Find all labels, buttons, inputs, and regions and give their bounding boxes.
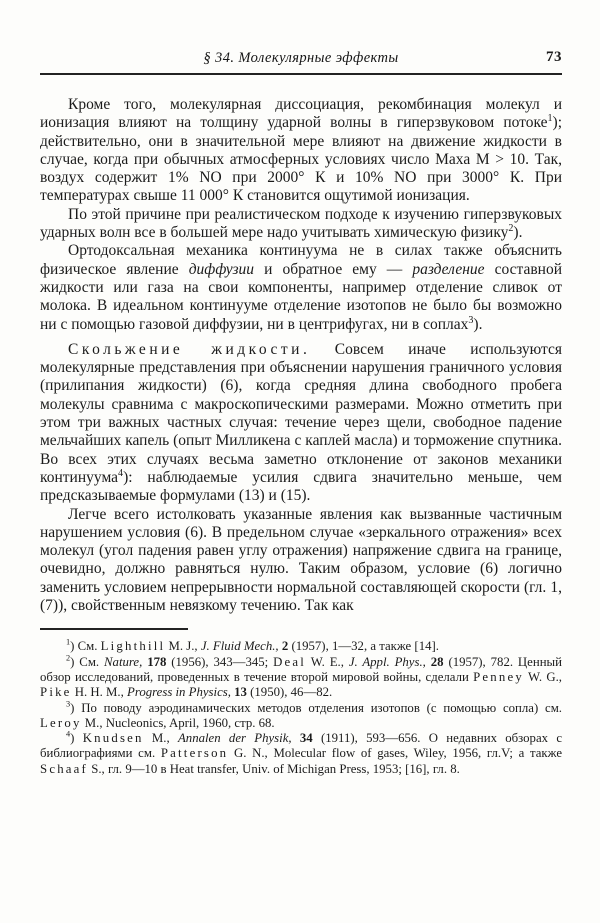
text-segment: (1957), 1—32, а также [14]. <box>288 639 439 654</box>
footnote-marker: 1 <box>547 113 553 125</box>
text-segment: Легче всего истолковать указанные явления как вызванные частичным нарушением условия (6). В предельном случае «зеркального отражения» всех молекул (угол падения равен углу отражения) напряжение сдвига на границе, очевидно, должно равняться нулю. Таким образом, условие (6) логично заменить условием непрерывности нормальной составляющей скорости (гл. 1, (7)), свойственным невязкому течению. Так как <box>40 505 562 615</box>
text-segment: Knudsen <box>82 731 144 746</box>
footnote-rule <box>40 628 188 630</box>
paragraph-4-fluid-slip <box>40 341 562 506</box>
page-number: 73 <box>546 49 562 65</box>
text-segment: 34 <box>299 731 313 746</box>
text-segment: ) См. <box>70 639 101 654</box>
text-segment: (1957), 782. Ценный обзор исследований, проведенных в течение второй мировой войны, сделали <box>40 654 562 684</box>
text-segment: Ортодоксальная механика континуума не в силах также объяснить физическое явление <box>40 242 562 278</box>
header-rule <box>40 73 562 75</box>
text-segment: Lighthill <box>100 639 166 654</box>
footnote-marker: 4 <box>118 467 124 479</box>
text-segment: Скольжение жидкости. <box>68 340 311 358</box>
footnote-marker: 3 <box>66 699 71 709</box>
text-segment: Leroy <box>40 715 82 730</box>
text-segment: разделение <box>412 260 485 278</box>
text-segment: W. G., <box>523 669 562 684</box>
footnote-marker: 2 <box>508 222 514 234</box>
text-segment: (1911), 593—656. О недавних обзорах с библиографиями см. <box>40 731 562 761</box>
text-segment: Patterson <box>160 746 229 761</box>
text-segment: 178 <box>147 654 167 669</box>
paragraph-5 <box>40 506 562 616</box>
text-segment: ). <box>473 315 483 333</box>
footnote-marker: 1 <box>66 638 71 648</box>
footnote-2 <box>40 655 562 701</box>
running-head <box>40 50 562 68</box>
text-segment: 2 <box>281 639 289 654</box>
footnote-3 <box>40 701 562 732</box>
text-segment: Schaaf <box>40 761 89 776</box>
text-segment: ). <box>513 224 523 242</box>
text-segment: H. H. M., <box>71 685 128 700</box>
text-segment: Кроме того, молекулярная диссоциация, рекомбинация молекул и ионизация влияют на толщину ударной волны в гиперзвуковом потоке <box>40 96 562 132</box>
text-segment: диффузии <box>188 260 255 278</box>
text-segment: Annalen der Physik, <box>177 731 292 746</box>
footnotes-block <box>40 639 562 777</box>
text-segment: Progress in Physics, <box>127 685 231 700</box>
text-segment: ) См. <box>70 654 105 669</box>
text-segment: (1956), 343—345; <box>166 654 274 669</box>
text-segment: 13 <box>234 685 247 700</box>
text-segment: J. Appl. Phys., <box>348 654 426 669</box>
footnote-marker: 3 <box>468 314 474 326</box>
text-segment: J. Fluid Mech., <box>200 639 279 654</box>
text-segment: M., Nucleonics, April, 1960, стр. 68. <box>81 715 275 730</box>
text-segment: Penney <box>473 669 524 684</box>
section-header: § 34. Молекулярные эффекты <box>203 50 399 66</box>
text-segment <box>292 731 300 745</box>
text-segment: ) По поводу аэродинамических методов отделения изотопов (с помощью сопла) см. <box>70 700 562 715</box>
footnote-marker: 4 <box>66 729 71 739</box>
text-segment: Deal <box>273 654 307 669</box>
text-segment: M., <box>143 731 178 746</box>
text-segment: ); действительно, они в значительной мере влияют на движение жидкости в случае, когда при обычных атмосферных условиях число Маха М > 10. Так, воздух содержит 1% NO при 2000° К и 10% NO при 3000° К. При температурах свыше 11 000° К становится ощутимой ионизация. <box>40 114 562 205</box>
footnote-4 <box>40 731 562 777</box>
text-segment: G. N., Molecular flow of gases, Wiley, 1956, гл.V; а также <box>228 746 563 761</box>
footnote-marker: 2 <box>66 653 71 663</box>
text-segment: M. J., <box>165 639 201 654</box>
paragraph-1 <box>40 96 562 206</box>
text-segment: 28 <box>430 654 444 669</box>
text-segment: ): наблюдаемые усилия сдвига значительно меньше, чем предсказываемые формулами (13) и (15). <box>40 468 562 505</box>
text-segment: составной жидкости или газа на свои компоненты, например отделение сливок от молока. В идеальном континууме отделение изотопов не было бы возможно ни с помощью газовой диффузии, ни в центрифугах, ни в соплах <box>40 260 562 333</box>
text-segment: Pike <box>40 685 72 700</box>
text-segment: Совсем иначе используются молекулярные представления при объяснении нарушения граничного условия (прилипания жидкости) (6), когда средняя длина свободного пробега молекулы сравнима с макроскопическими размерами. Можно отметить при этом три важных частных случая: течение через щели, свободное падение мельчайших капель (опыт Милликена с каплей масла) и торможение спутника. Во всех этих случаях весьма заметно отклонение от законов механики континуума <box>40 340 562 486</box>
text-segment: (1950), 46—82. <box>246 685 333 700</box>
paragraph-3 <box>40 242 562 333</box>
text-segment: Nature, <box>104 654 143 669</box>
text-segment: и обратное ему — <box>254 260 413 278</box>
paragraph-2 <box>40 206 562 243</box>
body-text <box>40 96 562 615</box>
text-segment: S., гл. 9—10 в Heat transfer, Univ. of Michigan Press, 1953; [16], гл. 8. <box>88 761 460 776</box>
text-segment: ) <box>70 731 83 746</box>
text-segment: По этой причине при реалистическом подходе к изучению гиперзвуковых ударных волн все в большей мере надо учитывать химическую физику <box>40 205 562 242</box>
footnote-1 <box>40 639 562 654</box>
text-segment: W. E., <box>306 654 349 669</box>
